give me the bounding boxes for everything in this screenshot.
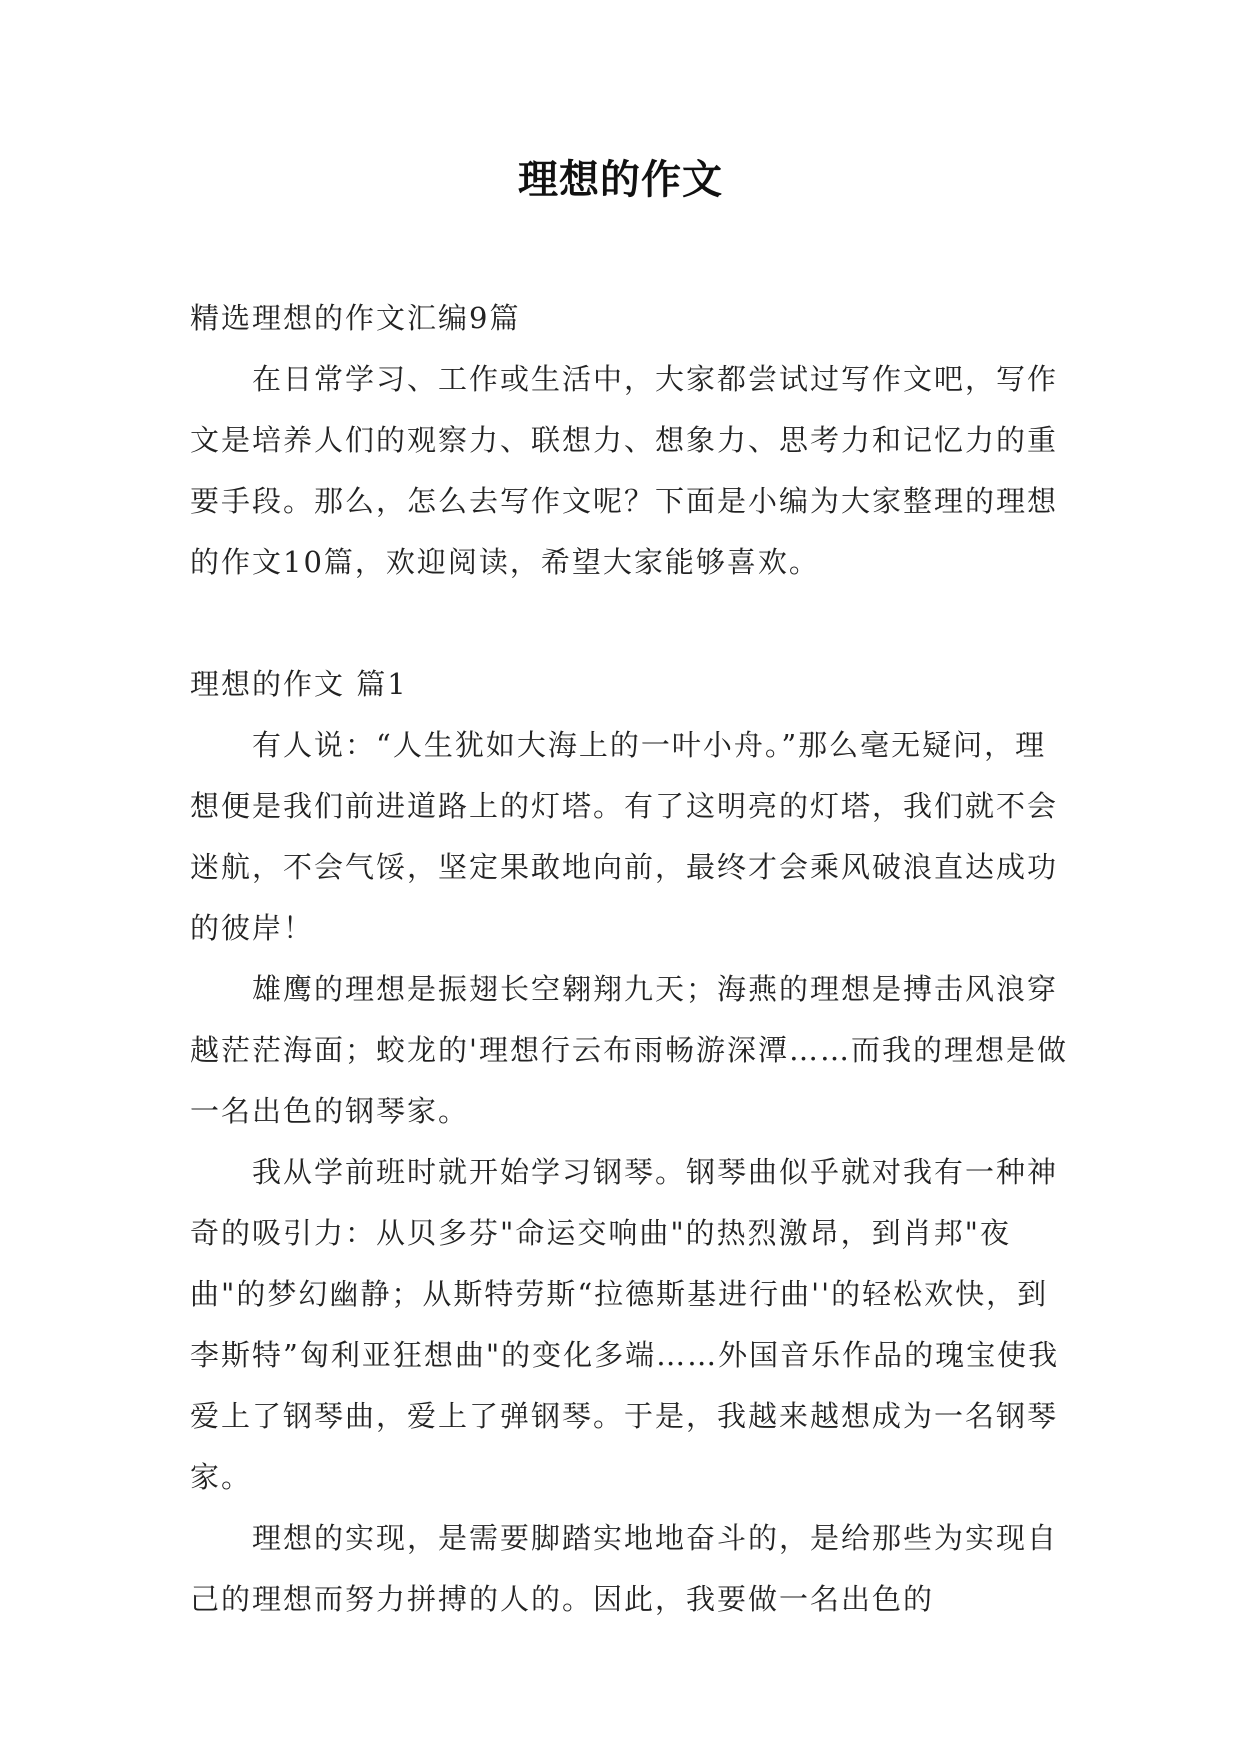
section-heading: 理想的作文 篇1 (190, 667, 408, 701)
intro-paragraph: 在日常学习、工作或生活中，大家都尝试过写作文吧，写作文是培养人们的观察力、联想力、想象力、思考力和记忆力的重要手段。那么，怎么去写作文呢？下面是小编为大家整理的理想的作文10篇，欢迎阅读，希望大家能够喜欢。 (190, 362, 1059, 579)
body-paragraph: 有人说：“人生犹如大海上的一叶小舟。”那么毫无疑问，理想便是我们前进道路上的灯塔。有了这明亮的灯塔，我们就不会迷航，不会气馁，坚定果敢地向前，最终才会乘风破浪直达成功的彼岸！ (190, 728, 1059, 945)
document-title: 理想的作文 (518, 156, 723, 203)
body-paragraph: 我从学前班时就开始学习钢琴。钢琴曲似乎就对我有一种神奇的吸引力：从贝多芬"命运交响曲"的热烈激昂，到肖邦"夜曲"的梦幻幽静；从斯特劳斯“拉德斯基进行曲''的轻松欢快，到李斯特”匈利亚狂想曲"的变化多端……外国音乐作品的瑰宝使我爱上了钢琴曲，爱上了弹钢琴。于是，我越来越想成为一名钢琴家。 (190, 1155, 1060, 1494)
section-spacer (190, 593, 1070, 654)
collection-subtitle: 精选理想的作文汇编9篇 (190, 301, 521, 335)
body-paragraph: 理想的实现，是需要脚踏实地地奋斗的，是给那些为实现自己的理想而努力拼搏的人的。因此，我要做一名出色的 (190, 1521, 1059, 1616)
body-paragraph: 雄鹰的理想是振翅长空翱翔九天；海燕的理想是搏击风浪穿越茫茫海面；蛟龙的'理想行云布雨畅游深潭……而我的理想是做一名出色的钢琴家。 (190, 972, 1068, 1128)
document-body (190, 288, 1070, 1630)
